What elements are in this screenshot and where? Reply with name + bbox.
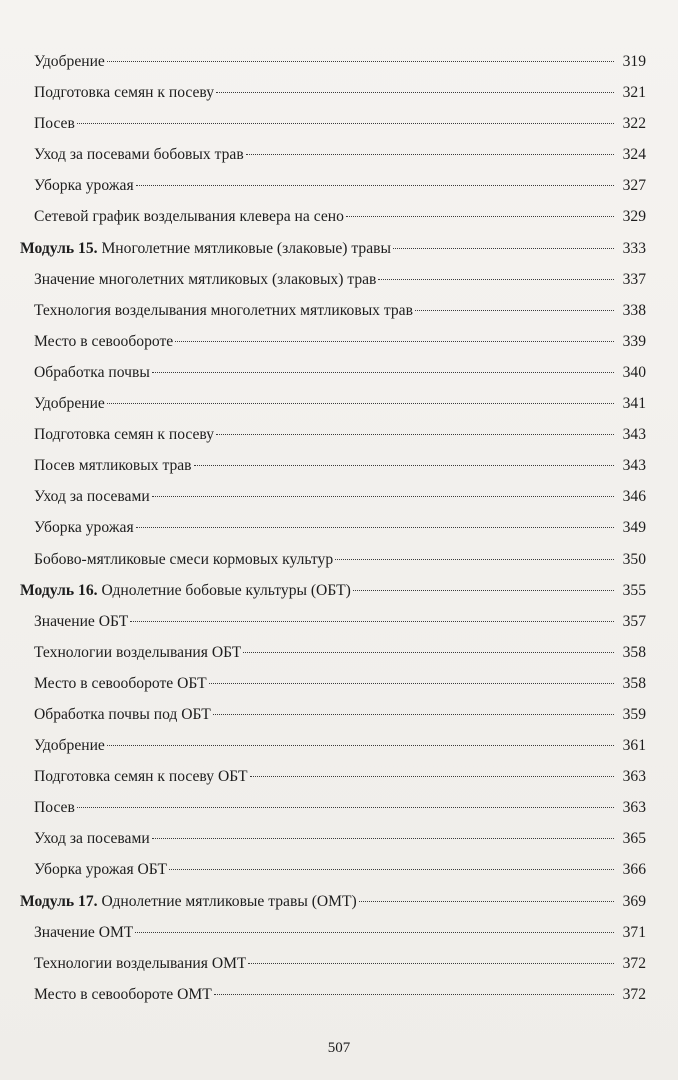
toc-entry-row (20, 730, 646, 761)
dot-leader (152, 372, 614, 373)
toc-page-number: 343 (622, 457, 646, 475)
toc-entry-row (20, 544, 646, 575)
toc-entry-row (20, 46, 646, 77)
toc-entry-text: Бобово-мятликовые смеси кормовых культур (34, 550, 334, 568)
toc-page-number: 361 (622, 737, 646, 755)
toc-entry-title (20, 575, 351, 606)
toc-entry-text: Значение ОМТ (34, 923, 134, 941)
dot-leader (353, 590, 614, 591)
toc-module-row (20, 575, 646, 606)
toc-entry-text: Уход за посевами (34, 488, 150, 506)
toc-page-number: 365 (622, 830, 646, 848)
toc-entry-row (20, 295, 646, 326)
dot-leader (107, 61, 614, 62)
dot-leader (107, 403, 614, 404)
toc-entry-row (20, 388, 646, 419)
dot-leader (175, 341, 614, 342)
toc-page-number: 359 (622, 705, 646, 723)
toc-page-number: 369 (622, 892, 646, 910)
toc-page-number: 341 (622, 395, 646, 413)
dot-leader (194, 465, 614, 466)
module-label: Модуль 15. (20, 239, 98, 257)
dot-leader (136, 527, 614, 528)
dot-leader (130, 621, 614, 622)
toc-page-number: 372 (622, 954, 646, 972)
toc-entry-text: Уборка урожая (34, 177, 134, 195)
toc-page-number: 343 (622, 426, 646, 444)
toc-entry-text: Однолетние бобовые культуры (ОБТ) (97, 581, 351, 599)
toc-entry-row (20, 357, 646, 388)
toc-entry-row (20, 419, 646, 450)
toc-page-number: 324 (622, 146, 646, 164)
toc-page-number: 363 (622, 768, 646, 786)
toc-entry-text: Посев (34, 115, 75, 133)
toc-entry-title (20, 761, 248, 792)
toc-entry-text: Уборка урожая ОБТ (34, 861, 168, 879)
toc-entry-row (20, 77, 646, 108)
dot-leader (335, 559, 614, 560)
dot-leader (246, 154, 614, 155)
toc-module-row (20, 886, 646, 917)
toc-entry-row (20, 606, 646, 637)
toc-page-number: 338 (622, 301, 646, 319)
toc-entry-title (20, 170, 134, 201)
toc-entry-row (20, 108, 646, 139)
toc-entry-text: Технологии возделывания ОБТ (34, 643, 242, 661)
toc-entry-title (20, 46, 105, 77)
toc-entry-title (20, 419, 214, 450)
toc-entry-title (20, 544, 333, 575)
toc-page-number: 340 (622, 363, 646, 381)
toc-entry-title (20, 637, 241, 668)
toc-page-number: 371 (622, 923, 646, 941)
toc-entry-title (20, 699, 211, 730)
toc-page-number: 327 (622, 177, 646, 195)
toc-entry-title (20, 326, 173, 357)
toc-entry-text: Подготовка семян к посеву (34, 84, 215, 102)
toc-page-number: 372 (622, 985, 646, 1003)
toc-page-number: 346 (622, 488, 646, 506)
toc-entry-title (20, 948, 246, 979)
toc-entry-text: Уход за посевами бобовых трав (34, 146, 244, 164)
dot-leader (393, 248, 614, 249)
toc-entry-text: Уход за посевами (34, 830, 150, 848)
toc-entry-text: Значение ОБТ (34, 612, 129, 630)
toc-page-number: 319 (622, 53, 646, 70)
dot-leader (248, 963, 614, 964)
toc-entry-row (20, 264, 646, 295)
toc-page-number: 321 (622, 84, 646, 102)
toc-page-number: 349 (622, 519, 646, 537)
toc-entry-text: Обработка почвы (34, 363, 150, 381)
toc-entry-row (20, 761, 646, 792)
toc-entry-text: Подготовка семян к посеву (34, 426, 215, 444)
toc-entry-title (20, 886, 357, 917)
table-of-contents (20, 46, 646, 1010)
toc-entry-text: Подготовка семян к посеву ОБТ (34, 768, 248, 786)
toc-entry-text: Многолетние мятликовые (злаковые) травы (97, 239, 391, 257)
toc-entry-row (20, 792, 646, 823)
page-number: 507 (327, 1040, 351, 1056)
toc-page-number: 329 (622, 208, 646, 226)
toc-entry-text: Значение многолетних мятликовых (злаковых) трав (34, 270, 377, 288)
toc-entry-row (20, 170, 646, 201)
toc-entry-title (20, 730, 105, 761)
toc-entry-text: Место в севообороте (34, 332, 174, 350)
toc-entry-text: Место в севообороте ОБТ (34, 674, 207, 692)
dot-leader (152, 838, 614, 839)
dot-leader (77, 123, 614, 124)
toc-entry-row (20, 139, 646, 170)
toc-entry-row (20, 699, 646, 730)
dot-leader (77, 807, 614, 808)
dot-leader (216, 92, 614, 93)
toc-page-number: 363 (622, 799, 646, 817)
toc-entry-row (20, 201, 646, 232)
toc-entry-title (20, 450, 192, 481)
toc-entry-text: Сетевой график возделывания клевера на сено (34, 208, 344, 226)
toc-page-number: 339 (622, 332, 646, 350)
toc-entry-title (20, 264, 376, 295)
dot-leader (135, 932, 614, 933)
toc-entry-text: Удобрение (34, 737, 105, 755)
toc-entry-title (20, 233, 391, 264)
module-label: Модуль 17. (20, 892, 98, 910)
toc-entry-title (20, 512, 134, 543)
toc-entry-text: Посев (34, 799, 75, 817)
toc-entry-row (20, 450, 646, 481)
toc-entry-row (20, 637, 646, 668)
toc-entry-text: Посев мятликовых трав (34, 457, 192, 475)
module-label: Модуль 16. (20, 581, 98, 599)
toc-entry-title (20, 792, 75, 823)
toc-entry-text: Обработка почвы под ОБТ (34, 705, 211, 723)
toc-entry-row (20, 668, 646, 699)
toc-entry-title (20, 201, 344, 232)
dot-leader (243, 652, 614, 653)
toc-module-row (20, 233, 646, 264)
toc-entry-row (20, 326, 646, 357)
toc-entry-text: Место в севообороте ОМТ (34, 985, 212, 1003)
toc-entry-title (20, 917, 133, 948)
toc-entry-title (20, 295, 413, 326)
toc-entry-title (20, 481, 150, 512)
toc-page-number: 358 (622, 643, 646, 661)
toc-entry-title (20, 108, 75, 139)
toc-entry-text: Однолетние мятликовые травы (ОМТ) (97, 892, 357, 910)
dot-leader (378, 279, 614, 280)
toc-page-number: 355 (622, 581, 646, 599)
dot-leader (213, 714, 614, 715)
toc-entry-title (20, 606, 128, 637)
toc-page-number: 322 (622, 115, 646, 133)
dot-leader (136, 185, 614, 186)
toc-entry-text: Удобрение (34, 395, 105, 413)
dot-leader (152, 496, 614, 497)
toc-entry-row (20, 512, 646, 543)
dot-leader (415, 310, 614, 311)
toc-entry-title (20, 979, 212, 1010)
dot-leader (209, 683, 614, 684)
toc-entry-row (20, 917, 646, 948)
toc-page-number: 358 (622, 674, 646, 692)
toc-entry-row (20, 948, 646, 979)
dot-leader (169, 869, 614, 870)
toc-entry-text: Технологии возделывания ОМТ (34, 954, 247, 972)
toc-entry-text: Технология возделывания многолетних мятликовых трав (34, 301, 413, 319)
toc-page-number: 337 (622, 270, 646, 288)
toc-entry-row (20, 979, 646, 1010)
toc-page-number: 333 (622, 239, 646, 257)
toc-entry-title (20, 77, 214, 108)
toc-page-number: 357 (622, 612, 646, 630)
toc-entry-title (20, 139, 244, 170)
toc-entry-title (20, 854, 167, 885)
dot-leader (214, 994, 614, 995)
toc-page-number: 366 (622, 861, 646, 879)
dot-leader (359, 901, 614, 902)
toc-entry-row (20, 854, 646, 885)
toc-entry-row (20, 481, 646, 512)
toc-entry-text: Удобрение (34, 53, 105, 70)
toc-page-number: 350 (622, 550, 646, 568)
toc-entry-title (20, 823, 150, 854)
toc-entry-row (20, 823, 646, 854)
dot-leader (216, 434, 614, 435)
toc-entry-title (20, 388, 105, 419)
dot-leader (250, 776, 615, 777)
toc-entry-title (20, 668, 207, 699)
toc-entry-text: Уборка урожая (34, 519, 134, 537)
dot-leader (107, 745, 614, 746)
dot-leader (346, 216, 614, 217)
toc-entry-title (20, 357, 150, 388)
